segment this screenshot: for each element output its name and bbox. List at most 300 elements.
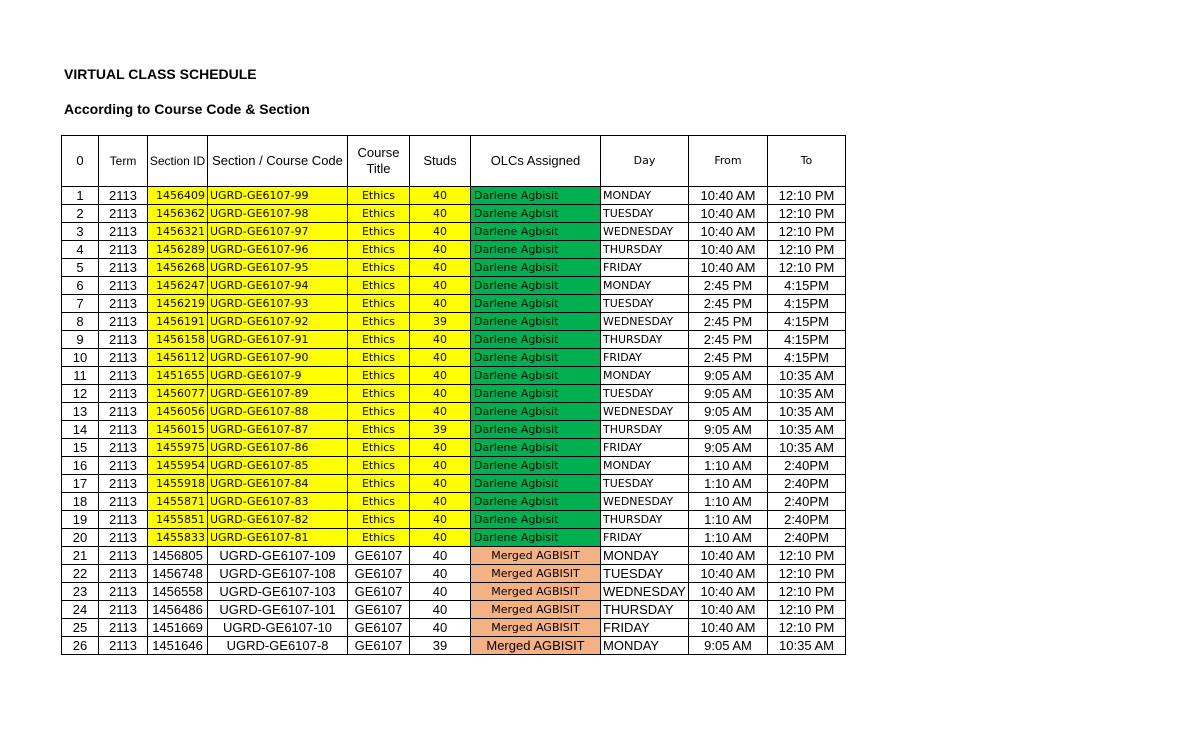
- cell-course-title: Ethics: [348, 313, 410, 331]
- cell-olc-assigned: Darlene Agbisit: [471, 475, 601, 493]
- cell-studs: 40: [410, 331, 471, 349]
- cell-course-title: Ethics: [348, 403, 410, 421]
- cell-to: 4:15PM: [768, 313, 846, 331]
- cell-studs: 39: [410, 313, 471, 331]
- cell-olc-assigned: Darlene Agbisit: [471, 331, 601, 349]
- cell-section-course-code: UGRD-GE6107-81: [208, 529, 348, 547]
- cell-course-title: GE6107: [348, 547, 410, 565]
- cell-term: 2113: [99, 259, 148, 277]
- cell-to: 4:15PM: [768, 349, 846, 367]
- cell-term: 2113: [99, 565, 148, 583]
- cell-index: 11: [62, 367, 99, 385]
- cell-day: WEDNESDAY: [601, 583, 689, 601]
- cell-index: 13: [62, 403, 99, 421]
- cell-term: 2113: [99, 313, 148, 331]
- cell-section-course-code: UGRD-GE6107-91: [208, 331, 348, 349]
- table-row: [62, 403, 846, 421]
- cell-olc-assigned: Darlene Agbisit: [471, 295, 601, 313]
- cell-term: 2113: [99, 187, 148, 205]
- cell-studs: 40: [410, 619, 471, 637]
- cell-section-id: 1456486: [148, 601, 208, 619]
- cell-day: MONDAY: [601, 547, 689, 565]
- cell-section-id: 1456219: [148, 295, 208, 313]
- cell-olc-assigned: Darlene Agbisit: [471, 187, 601, 205]
- cell-studs: 40: [410, 511, 471, 529]
- cell-section-course-code: UGRD-GE6107-89: [208, 385, 348, 403]
- table-row: [62, 385, 846, 403]
- cell-index: 23: [62, 583, 99, 601]
- cell-from: 10:40 AM: [689, 583, 768, 601]
- cell-section-course-code: UGRD-GE6107-101: [208, 601, 348, 619]
- table-row: [62, 259, 846, 277]
- cell-day: THURSDAY: [601, 241, 689, 259]
- cell-day: TUESDAY: [601, 475, 689, 493]
- cell-from: 10:40 AM: [689, 205, 768, 223]
- cell-studs: 40: [410, 277, 471, 295]
- table-row: [62, 421, 846, 439]
- cell-olc-assigned: Darlene Agbisit: [471, 421, 601, 439]
- cell-course-title: GE6107: [348, 619, 410, 637]
- cell-olc-assigned: Darlene Agbisit: [471, 313, 601, 331]
- header-index: 0: [62, 136, 99, 187]
- cell-section-id: 1455851: [148, 511, 208, 529]
- cell-index: 16: [62, 457, 99, 475]
- cell-olc-assigned: Merged AGBISIT: [471, 601, 601, 619]
- cell-term: 2113: [99, 223, 148, 241]
- cell-section-course-code: UGRD-GE6107-98: [208, 205, 348, 223]
- cell-index: 24: [62, 601, 99, 619]
- cell-from: 9:05 AM: [689, 385, 768, 403]
- cell-olc-assigned: Darlene Agbisit: [471, 529, 601, 547]
- cell-course-title: Ethics: [348, 511, 410, 529]
- cell-to: 12:10 PM: [768, 187, 846, 205]
- cell-course-title: GE6107: [348, 637, 410, 655]
- cell-section-course-code: UGRD-GE6107-88: [208, 403, 348, 421]
- cell-section-id: 1455918: [148, 475, 208, 493]
- cell-index: 4: [62, 241, 99, 259]
- cell-day: THURSDAY: [601, 511, 689, 529]
- cell-section-id: 1456077: [148, 385, 208, 403]
- header-studs: Studs: [410, 136, 471, 187]
- cell-section-id: 1456015: [148, 421, 208, 439]
- cell-to: 10:35 AM: [768, 367, 846, 385]
- cell-from: 2:45 PM: [689, 349, 768, 367]
- cell-day: FRIDAY: [601, 349, 689, 367]
- cell-course-title: GE6107: [348, 565, 410, 583]
- cell-to: 4:15PM: [768, 277, 846, 295]
- cell-from: 2:45 PM: [689, 277, 768, 295]
- table-row: [62, 493, 846, 511]
- document-subtitle: According to Course Code & Section: [64, 101, 310, 117]
- cell-from: 10:40 AM: [689, 259, 768, 277]
- cell-index: 9: [62, 331, 99, 349]
- cell-index: 1: [62, 187, 99, 205]
- cell-olc-assigned: Merged AGBISIT: [471, 583, 601, 601]
- cell-course-title: Ethics: [348, 529, 410, 547]
- table-row: [62, 277, 846, 295]
- table-row: [62, 439, 846, 457]
- cell-section-course-code: UGRD-GE6107-8: [208, 637, 348, 655]
- cell-day: MONDAY: [601, 367, 689, 385]
- cell-studs: 39: [410, 421, 471, 439]
- cell-course-title: Ethics: [348, 295, 410, 313]
- cell-course-title: Ethics: [348, 277, 410, 295]
- cell-section-course-code: UGRD-GE6107-92: [208, 313, 348, 331]
- header-course-title: Course Title: [348, 136, 410, 187]
- cell-course-title: Ethics: [348, 493, 410, 511]
- cell-studs: 40: [410, 547, 471, 565]
- table-row: [62, 313, 846, 331]
- cell-course-title: Ethics: [348, 457, 410, 475]
- cell-from: 10:40 AM: [689, 241, 768, 259]
- cell-section-id: 1456558: [148, 583, 208, 601]
- cell-index: 26: [62, 637, 99, 655]
- table-row: [62, 223, 846, 241]
- cell-day: TUESDAY: [601, 295, 689, 313]
- cell-section-course-code: UGRD-GE6107-97: [208, 223, 348, 241]
- cell-from: 9:05 AM: [689, 421, 768, 439]
- cell-from: 10:40 AM: [689, 619, 768, 637]
- header-olcs-assigned: OLCs Assigned: [471, 136, 601, 187]
- cell-olc-assigned: Merged AGBISIT: [471, 619, 601, 637]
- cell-section-course-code: UGRD-GE6107-86: [208, 439, 348, 457]
- cell-section-id: 1456191: [148, 313, 208, 331]
- table-row: [62, 547, 846, 565]
- cell-term: 2113: [99, 421, 148, 439]
- cell-term: 2113: [99, 529, 148, 547]
- table-row: [62, 241, 846, 259]
- cell-section-course-code: UGRD-GE6107-82: [208, 511, 348, 529]
- cell-index: 12: [62, 385, 99, 403]
- table-row: [62, 205, 846, 223]
- cell-day: FRIDAY: [601, 259, 689, 277]
- cell-from: 9:05 AM: [689, 637, 768, 655]
- cell-term: 2113: [99, 547, 148, 565]
- table-row: [62, 529, 846, 547]
- cell-index: 19: [62, 511, 99, 529]
- cell-section-course-code: UGRD-GE6107-95: [208, 259, 348, 277]
- cell-day: TUESDAY: [601, 565, 689, 583]
- cell-section-id: 1451646: [148, 637, 208, 655]
- cell-section-id: 1456289: [148, 241, 208, 259]
- cell-section-id: 1455871: [148, 493, 208, 511]
- cell-to: 2:40PM: [768, 457, 846, 475]
- cell-studs: 40: [410, 259, 471, 277]
- table-row: [62, 349, 846, 367]
- cell-olc-assigned: Merged AGBISIT: [471, 547, 601, 565]
- cell-section-id: 1456321: [148, 223, 208, 241]
- cell-section-id: 1456748: [148, 565, 208, 583]
- cell-section-course-code: UGRD-GE6107-96: [208, 241, 348, 259]
- cell-olc-assigned: Darlene Agbisit: [471, 403, 601, 421]
- cell-from: 2:45 PM: [689, 295, 768, 313]
- cell-index: 15: [62, 439, 99, 457]
- cell-course-title: Ethics: [348, 223, 410, 241]
- cell-term: 2113: [99, 439, 148, 457]
- cell-day: WEDNESDAY: [601, 493, 689, 511]
- cell-day: FRIDAY: [601, 439, 689, 457]
- cell-studs: 40: [410, 475, 471, 493]
- cell-term: 2113: [99, 637, 148, 655]
- cell-section-course-code: UGRD-GE6107-83: [208, 493, 348, 511]
- cell-index: 14: [62, 421, 99, 439]
- cell-index: 5: [62, 259, 99, 277]
- cell-from: 1:10 AM: [689, 529, 768, 547]
- cell-olc-assigned: Darlene Agbisit: [471, 223, 601, 241]
- cell-to: 10:35 AM: [768, 385, 846, 403]
- cell-day: FRIDAY: [601, 619, 689, 637]
- cell-section-id: 1456056: [148, 403, 208, 421]
- cell-index: 8: [62, 313, 99, 331]
- cell-course-title: Ethics: [348, 421, 410, 439]
- cell-section-id: 1456805: [148, 547, 208, 565]
- cell-course-title: Ethics: [348, 205, 410, 223]
- cell-section-id: 1456247: [148, 277, 208, 295]
- table-row: [62, 601, 846, 619]
- cell-section-course-code: UGRD-GE6107-93: [208, 295, 348, 313]
- cell-studs: 40: [410, 583, 471, 601]
- cell-to: 4:15PM: [768, 295, 846, 313]
- cell-to: 12:10 PM: [768, 241, 846, 259]
- cell-studs: 40: [410, 241, 471, 259]
- cell-index: 17: [62, 475, 99, 493]
- cell-section-course-code: UGRD-GE6107-87: [208, 421, 348, 439]
- cell-olc-assigned: Darlene Agbisit: [471, 277, 601, 295]
- table-row: [62, 565, 846, 583]
- cell-course-title: Ethics: [348, 349, 410, 367]
- cell-term: 2113: [99, 205, 148, 223]
- cell-section-id: 1455954: [148, 457, 208, 475]
- table-row: [62, 583, 846, 601]
- cell-term: 2113: [99, 619, 148, 637]
- cell-olc-assigned: Darlene Agbisit: [471, 493, 601, 511]
- cell-section-course-code: UGRD-GE6107-99: [208, 187, 348, 205]
- cell-studs: 40: [410, 223, 471, 241]
- cell-studs: 39: [410, 637, 471, 655]
- cell-olc-assigned: Darlene Agbisit: [471, 205, 601, 223]
- cell-section-id: 1456158: [148, 331, 208, 349]
- header-day: Day: [601, 136, 689, 187]
- cell-index: 2: [62, 205, 99, 223]
- table-row: [62, 367, 846, 385]
- cell-to: 12:10 PM: [768, 547, 846, 565]
- cell-section-id: 1455975: [148, 439, 208, 457]
- cell-studs: 40: [410, 457, 471, 475]
- document-title: VIRTUAL CLASS SCHEDULE: [64, 66, 257, 82]
- cell-section-course-code: UGRD-GE6107-90: [208, 349, 348, 367]
- table-row: [62, 637, 846, 655]
- cell-to: 10:35 AM: [768, 421, 846, 439]
- cell-studs: 40: [410, 439, 471, 457]
- cell-term: 2113: [99, 241, 148, 259]
- cell-from: 10:40 AM: [689, 223, 768, 241]
- cell-to: 12:10 PM: [768, 223, 846, 241]
- cell-studs: 40: [410, 385, 471, 403]
- cell-term: 2113: [99, 511, 148, 529]
- cell-course-title: Ethics: [348, 241, 410, 259]
- cell-to: 12:10 PM: [768, 601, 846, 619]
- cell-from: 1:10 AM: [689, 493, 768, 511]
- cell-studs: 40: [410, 187, 471, 205]
- cell-from: 9:05 AM: [689, 403, 768, 421]
- cell-term: 2113: [99, 583, 148, 601]
- cell-course-title: GE6107: [348, 601, 410, 619]
- cell-studs: 40: [410, 349, 471, 367]
- cell-index: 22: [62, 565, 99, 583]
- cell-to: 12:10 PM: [768, 565, 846, 583]
- cell-term: 2113: [99, 349, 148, 367]
- cell-section-id: 1456268: [148, 259, 208, 277]
- cell-section-course-code: UGRD-GE6107-9: [208, 367, 348, 385]
- cell-term: 2113: [99, 331, 148, 349]
- cell-olc-assigned: Darlene Agbisit: [471, 367, 601, 385]
- cell-term: 2113: [99, 295, 148, 313]
- cell-to: 10:35 AM: [768, 637, 846, 655]
- cell-olc-assigned: Darlene Agbisit: [471, 241, 601, 259]
- cell-day: TUESDAY: [601, 385, 689, 403]
- cell-course-title: Ethics: [348, 187, 410, 205]
- cell-course-title: Ethics: [348, 385, 410, 403]
- cell-section-id: 1456362: [148, 205, 208, 223]
- cell-to: 4:15PM: [768, 331, 846, 349]
- cell-day: WEDNESDAY: [601, 313, 689, 331]
- cell-course-title: Ethics: [348, 259, 410, 277]
- header-section-id: Section ID: [148, 136, 208, 187]
- cell-section-id: 1451655: [148, 367, 208, 385]
- table-row: [62, 331, 846, 349]
- cell-to: 2:40PM: [768, 493, 846, 511]
- cell-from: 2:45 PM: [689, 313, 768, 331]
- table-row: [62, 475, 846, 493]
- cell-olc-assigned: Merged AGBISIT: [471, 637, 601, 655]
- cell-day: WEDNESDAY: [601, 403, 689, 421]
- cell-to: 10:35 AM: [768, 439, 846, 457]
- cell-section-course-code: UGRD-GE6107-10: [208, 619, 348, 637]
- cell-to: 2:40PM: [768, 511, 846, 529]
- cell-to: 12:10 PM: [768, 259, 846, 277]
- cell-day: THURSDAY: [601, 331, 689, 349]
- cell-olc-assigned: Darlene Agbisit: [471, 439, 601, 457]
- cell-studs: 40: [410, 493, 471, 511]
- cell-olc-assigned: Darlene Agbisit: [471, 259, 601, 277]
- cell-studs: 40: [410, 205, 471, 223]
- cell-day: MONDAY: [601, 187, 689, 205]
- cell-section-course-code: UGRD-GE6107-85: [208, 457, 348, 475]
- cell-section-course-code: UGRD-GE6107-109: [208, 547, 348, 565]
- cell-section-id: 1455833: [148, 529, 208, 547]
- table-row: [62, 187, 846, 205]
- cell-from: 9:05 AM: [689, 439, 768, 457]
- cell-from: 10:40 AM: [689, 187, 768, 205]
- cell-index: 20: [62, 529, 99, 547]
- cell-from: 10:40 AM: [689, 565, 768, 583]
- cell-to: 2:40PM: [768, 529, 846, 547]
- cell-studs: 40: [410, 295, 471, 313]
- cell-index: 21: [62, 547, 99, 565]
- cell-studs: 40: [410, 529, 471, 547]
- cell-term: 2113: [99, 277, 148, 295]
- cell-section-id: 1456409: [148, 187, 208, 205]
- cell-day: MONDAY: [601, 457, 689, 475]
- cell-to: 12:10 PM: [768, 205, 846, 223]
- cell-term: 2113: [99, 403, 148, 421]
- cell-day: WEDNESDAY: [601, 223, 689, 241]
- cell-course-title: Ethics: [348, 367, 410, 385]
- cell-course-title: GE6107: [348, 583, 410, 601]
- cell-term: 2113: [99, 475, 148, 493]
- cell-olc-assigned: Darlene Agbisit: [471, 385, 601, 403]
- cell-term: 2113: [99, 601, 148, 619]
- cell-studs: 40: [410, 367, 471, 385]
- header-term: Term: [99, 136, 148, 187]
- cell-index: 10: [62, 349, 99, 367]
- cell-course-title: Ethics: [348, 439, 410, 457]
- cell-day: TUESDAY: [601, 205, 689, 223]
- cell-to: 12:10 PM: [768, 619, 846, 637]
- cell-olc-assigned: Merged AGBISIT: [471, 565, 601, 583]
- cell-index: 7: [62, 295, 99, 313]
- header-to: To: [768, 136, 846, 187]
- cell-day: MONDAY: [601, 637, 689, 655]
- cell-from: 9:05 AM: [689, 367, 768, 385]
- cell-day: MONDAY: [601, 277, 689, 295]
- cell-olc-assigned: Darlene Agbisit: [471, 511, 601, 529]
- cell-to: 12:10 PM: [768, 583, 846, 601]
- cell-section-course-code: UGRD-GE6107-84: [208, 475, 348, 493]
- cell-studs: 40: [410, 601, 471, 619]
- cell-olc-assigned: Darlene Agbisit: [471, 349, 601, 367]
- cell-course-title: Ethics: [348, 475, 410, 493]
- cell-section-course-code: UGRD-GE6107-103: [208, 583, 348, 601]
- cell-studs: 40: [410, 403, 471, 421]
- cell-index: 25: [62, 619, 99, 637]
- cell-from: 1:10 AM: [689, 457, 768, 475]
- cell-studs: 40: [410, 565, 471, 583]
- header-from: From: [689, 136, 768, 187]
- cell-from: 1:10 AM: [689, 511, 768, 529]
- cell-day: FRIDAY: [601, 529, 689, 547]
- cell-olc-assigned: Darlene Agbisit: [471, 457, 601, 475]
- table-row: [62, 457, 846, 475]
- table-row: [62, 511, 846, 529]
- cell-index: 18: [62, 493, 99, 511]
- cell-course-title: Ethics: [348, 331, 410, 349]
- cell-index: 6: [62, 277, 99, 295]
- cell-to: 10:35 AM: [768, 403, 846, 421]
- cell-term: 2113: [99, 457, 148, 475]
- cell-index: 3: [62, 223, 99, 241]
- schedule-table: [61, 135, 846, 655]
- table-row: [62, 295, 846, 313]
- header-row: [62, 136, 846, 187]
- header-section-course-code: Section / Course Code: [208, 136, 348, 187]
- cell-day: THURSDAY: [601, 601, 689, 619]
- cell-from: 10:40 AM: [689, 601, 768, 619]
- cell-section-id: 1456112: [148, 349, 208, 367]
- table-row: [62, 619, 846, 637]
- cell-from: 2:45 PM: [689, 331, 768, 349]
- cell-section-course-code: UGRD-GE6107-94: [208, 277, 348, 295]
- cell-day: THURSDAY: [601, 421, 689, 439]
- cell-section-course-code: UGRD-GE6107-108: [208, 565, 348, 583]
- cell-term: 2113: [99, 367, 148, 385]
- cell-to: 2:40PM: [768, 475, 846, 493]
- cell-section-id: 1451669: [148, 619, 208, 637]
- cell-from: 10:40 AM: [689, 547, 768, 565]
- cell-term: 2113: [99, 385, 148, 403]
- cell-term: 2113: [99, 493, 148, 511]
- cell-from: 1:10 AM: [689, 475, 768, 493]
